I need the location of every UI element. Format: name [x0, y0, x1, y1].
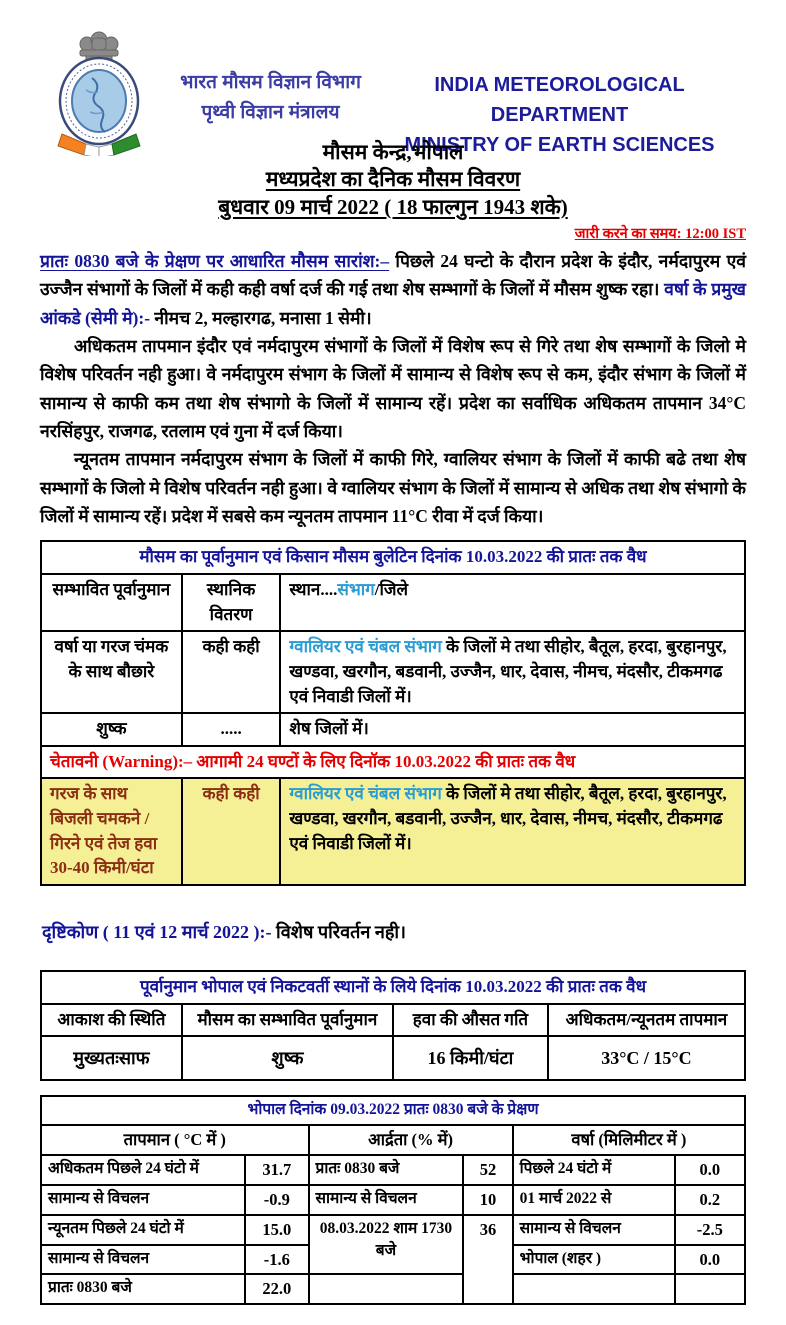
humidity-empty-cell [309, 1274, 464, 1304]
rain-deviation-value: -2.5 [675, 1215, 745, 1245]
forecast-rain-area [280, 631, 745, 713]
dept-name-hindi [168, 68, 373, 129]
humidity-morning-label: प्रातः 0830 बजे [309, 1155, 464, 1185]
col-header-forecast: सम्भावित पूर्वानुमान [41, 574, 182, 631]
place-prefix: स्थान.... [289, 579, 338, 599]
temp-max-label: अधिकतम पिछले 24 घंटो में [41, 1155, 245, 1185]
warning-area-text: के जिलों मे तथा सीहोर, बैतूल, हरदा, बुरहानपुर, खण्डवा, खरगौन, बडवानी, उज्जैन, धार, देवास, नीमच, मंदसौर, टीकमगढ एवं निवाडी जिलों में। [289, 784, 727, 853]
humidity-morning-value: 52 [463, 1155, 512, 1185]
forecast-dry-distribution: ..... [182, 713, 281, 746]
forecast-row-rain [41, 631, 745, 713]
dept-english-line1: INDIA METEOROLOGICAL DEPARTMENT [434, 74, 685, 126]
rain-empty-value [675, 1274, 745, 1304]
dept-english-line2: MINISTRY OF EARTH SCIENCES [404, 134, 715, 156]
rain-since-value: 0.2 [675, 1185, 745, 1215]
warning-area [280, 778, 745, 885]
col-header-distribution: स्थानिक वितरण [182, 574, 281, 631]
rain-since-label: 01 मार्च 2022 से [513, 1185, 675, 1215]
max-temp-tail: में दर्ज किया। [257, 420, 343, 441]
forecast-rain-type: वर्षा या गरज चंमक के साथ बौछारे [41, 631, 182, 713]
temp-deviation-label: सामान्य से विचलन [41, 1185, 245, 1215]
dept-hindi-line2: पृथ्वी विज्ञान मंत्रालय [201, 102, 340, 124]
outlook-line [42, 920, 746, 944]
temp-max-value: 31.7 [245, 1155, 308, 1185]
observations-row-2 [41, 1185, 745, 1215]
forecast-and-warning-table [40, 540, 746, 886]
group-humidity: आर्द्रता (% में) [309, 1125, 513, 1155]
local-forecast-value-row [41, 1036, 745, 1080]
imd-emblem-icon [40, 28, 158, 156]
min-temp-highlight: सबसे कम न्यूनतम तापमान 11°C रीवा [222, 505, 459, 526]
rain-deviation-label: सामान्य से विचलन [513, 1215, 675, 1245]
group-temperature: तापमान ( °C में ) [41, 1125, 309, 1155]
rain-24h-label: पिछले 24 घंटो में [513, 1155, 675, 1185]
max-temp-highlight: प्रदेश का सर्वाधिक अधिकतम तापमान 34°C नरसिंहपुर, राजगढ, रतलाम एवं गुना [40, 392, 746, 441]
rain-empty-label [513, 1274, 675, 1304]
humidity-evening-label: 08.03.2022 शाम 1730 बजे [309, 1215, 464, 1275]
rainfall-figures-text: नीमच 2, मल्हारगढ, मनासा 1 सेमी। [150, 307, 372, 328]
value-probable-forecast: शुष्क [182, 1036, 393, 1080]
value-max-min-temp: 33°C / 15°C [548, 1036, 745, 1080]
forecast-rain-distribution: कही कही [182, 631, 281, 713]
place-division-highlight: संभाग [337, 579, 375, 599]
bulletin-date [40, 194, 746, 221]
outlook-text: विशेष परिवर्तन नही। [271, 922, 406, 943]
temp-min-deviation-label: सामान्य से विचलन [41, 1245, 245, 1275]
observations-row-1 [41, 1155, 745, 1185]
local-forecast-title-row [41, 971, 745, 1004]
forecast-table-title: मौसम का पूर्वानुमान एवं किसान मौसम बुलेटिन दिनांक 10.03.2022 की प्रातः तक वैध [41, 541, 745, 574]
forecast-dry-area: शेष जिलों में। [280, 713, 745, 746]
value-sky-condition: मुख्यतःसाफ [41, 1036, 182, 1080]
temp-min-deviation-value: -1.6 [245, 1245, 308, 1275]
forecast-title-row [41, 541, 745, 574]
warning-row [41, 778, 745, 885]
observations-row-3 [41, 1215, 745, 1245]
summary-p1-text: पिछले 24 घन्टो के दौरान प्रदेश के इंदौर, नर्मदापुरम एवं उज्जैन संभागों के जिलों में कही कही वर्षा दर्ज की गई तथा शेष सम्भागों के जिलों में मौसम शुष्क रहा। [40, 250, 746, 300]
header-probable-forecast: मौसम का सम्भावित पूर्वानुमान [182, 1004, 393, 1037]
issue-time: जारी करने का समय: 12:00 IST [574, 225, 746, 242]
humidity-evening-value: 36 [463, 1215, 512, 1305]
value-wind-speed: 16 किमी/घंटा [393, 1036, 548, 1080]
header-max-min-temp: अधिकतम/न्यूनतम तापमान [548, 1004, 745, 1037]
bulletin-title [40, 166, 746, 193]
warning-validity: आगामी 24 घण्टों के लिए दिनॉक 10.03.2022 की प्रातः तक वैध [192, 751, 576, 771]
observations-title: भोपाल दिनांक 09.03.2022 प्रातः 0830 बजे के प्रेक्षण [41, 1096, 745, 1124]
forecast-dry-type: शुष्क [41, 713, 182, 746]
summary-paragraph-2 [40, 332, 746, 445]
dept-hindi-line1: भारत मौसम विज्ञान विभाग [180, 72, 361, 93]
forecast-header-row [41, 574, 745, 631]
summary-lead: प्रातः 0830 बजे के प्रेक्षण पर आधारित मौसम सारांश:– [40, 250, 390, 271]
local-forecast-title: पूर्वानुमान भोपाल एवं निकटवर्ती स्थानों के लिये दिनांक 10.03.2022 की प्रातः तक वैध [41, 971, 745, 1004]
bulletin-date-text: बुधवार 09 मार्च 2022 ( 18 फाल्गुन 1943 शके) [218, 194, 568, 219]
humidity-deviation-label: सामान्य से विचलन [309, 1185, 464, 1215]
forecast-row-dry [41, 713, 745, 746]
observations-table [40, 1095, 746, 1305]
rainfall-figures-lead: वर्षा के प्रमुख आंकडे (सेमी मे):- [40, 279, 746, 328]
rain-city-label: भोपाल (शहर ) [513, 1245, 675, 1275]
rain-24h-value: 0.0 [675, 1155, 745, 1185]
observations-title-row [41, 1096, 745, 1124]
group-rainfall: वर्षा (मिलिमीटर में ) [513, 1125, 745, 1155]
temp-morning-value: 22.0 [245, 1274, 308, 1304]
observations-group-row [41, 1125, 745, 1155]
warning-area-highlight: ग्वालियर एवं चंबल संभाग [289, 784, 442, 804]
forecast-area-highlight: ग्वालियर एवं चंबल संभाग [289, 637, 442, 657]
humidity-deviation-value: 10 [463, 1185, 512, 1215]
center-name: मौसम केन्द्र,भोपाल [322, 140, 464, 164]
temp-min-label: न्यूनतम पिछले 24 घंटो में [41, 1215, 245, 1245]
observations-row-5 [41, 1274, 745, 1304]
temp-min-value: 15.0 [245, 1215, 308, 1245]
place-suffix: /जिले [374, 579, 409, 599]
warning-title-row [41, 746, 745, 779]
summary-paragraph-1 [40, 247, 746, 332]
header-wind-speed: हवा की औसत गति [393, 1004, 548, 1037]
rain-city-value: 0.0 [675, 1245, 745, 1275]
min-temp-text: न्यूनतम तापमान नर्मदापुरम संभाग के जिलों में काफी गिरे, ग्वालियर संभाग के जिलों में काफी बढे तथा शेष सम्भागों के जिलो मे विशेष परिवर्तन नही हुआ। वे ग्वालियर संभाग के जिलों में सामान्य से अधिक तथा शेष संभागो के जिलों में सामान्य रहें। प्रदेश में [40, 449, 746, 526]
summary-paragraph-3 [40, 445, 746, 530]
warning-title [41, 746, 745, 779]
warning-label: चेतावनी (Warning):– [50, 751, 193, 771]
forecast-area-text: के जिलों मे तथा सीहोर, बैतूल, हरदा, बुरहानपुर, खण्डवा, खरगौन, बडवानी, उज्जैन, धार, देवास, नीमच, मंदसौर, टीकमगढ एवं निवाडी जिलों में। [289, 637, 727, 706]
local-forecast-header-row [41, 1004, 745, 1037]
warning-hazard: गरज के साथ बिजली चमकने / गिरने एवं तेज हवा 30-40 किमी/घंटा [41, 778, 182, 885]
col-header-place [280, 574, 745, 631]
header-sky-condition: आकाश की स्थिति [41, 1004, 182, 1037]
outlook-lead: दृष्टिकोण ( 11 एवं 12 मार्च 2022 ):- [42, 922, 272, 943]
local-forecast-table [40, 970, 746, 1081]
temp-deviation-value: -0.9 [245, 1185, 308, 1215]
max-temp-text: अधिकतम तापमान इंदौर एवं नर्मदापुरम संभागों के जिलों में विशेष रूप से गिरे तथा शेष सम्भागों के जिलो मे विशेष परिवर्तन नही हुआ। वे नर्मदापुरम संभाग के जिलों में सामान्य से विशेष रूप से कम, इंदौर संभाग के जिलों में सामान्य से काफी कम तथा शेष संभागो के जिलों में सामान्य रहें। [40, 335, 746, 413]
bulletin-title-text: मध्यप्रदेश का दैनिक मौसम विवरण [265, 167, 521, 192]
temp-morning-label: प्रातः 0830 बजे [41, 1274, 245, 1304]
min-temp-tail: में दर्ज किया। [458, 505, 544, 526]
imd-logo [40, 28, 168, 161]
warning-distribution: कही कही [182, 778, 281, 885]
